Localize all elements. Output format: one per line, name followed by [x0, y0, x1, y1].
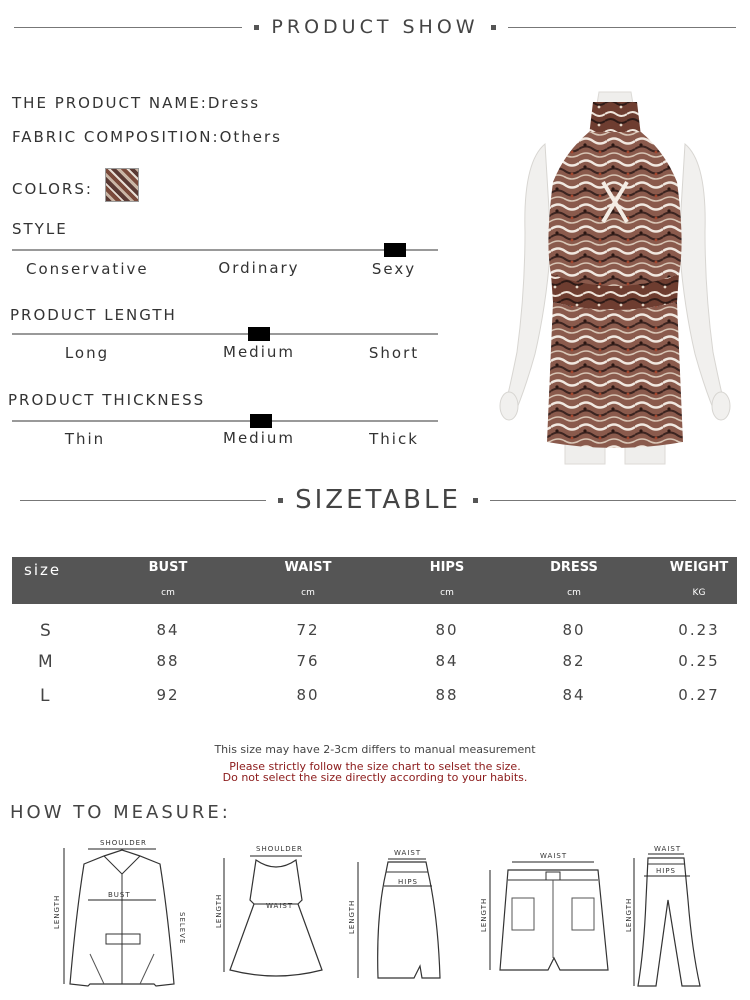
- style-title: STYLE: [12, 220, 68, 238]
- col-hips: HIPS: [429, 560, 465, 575]
- thickness-scale-line: [12, 420, 438, 422]
- unit-hips: cm: [440, 588, 454, 598]
- thickness-option-thick: Thick: [369, 430, 419, 448]
- shorts-measure-sketch: [476, 846, 626, 976]
- size-table: [12, 557, 737, 706]
- cell-weight: 0.27: [678, 686, 720, 704]
- length-option-long: Long: [64, 344, 110, 362]
- thickness-marker: [250, 414, 272, 428]
- col-dress: DRESS: [550, 560, 598, 575]
- skirt-waist-label: WAIST: [394, 849, 422, 857]
- col-weight: WEIGHT: [669, 560, 729, 575]
- cell-bust: 92: [156, 686, 180, 704]
- jacket-shoulder-label: SHOULDER: [100, 839, 147, 847]
- cell-hips: 80: [435, 621, 459, 639]
- pants-waist-label: WAIST: [654, 845, 682, 853]
- table-row: [12, 621, 737, 651]
- unit-weight: KG: [692, 588, 706, 598]
- product-name: THE PRODUCT NAME:Dress: [12, 94, 261, 112]
- product-photo: [495, 92, 735, 464]
- style-scale-line: [12, 249, 438, 251]
- note-habits: Do not select the size directly according to your habits.: [222, 771, 528, 784]
- length-title: PRODUCT LENGTH: [10, 306, 177, 324]
- shorts-length-label: LENGTH: [480, 897, 488, 932]
- fabric-composition: FABRIC COMPOSITION:Others: [12, 128, 282, 146]
- cell-hips: 88: [435, 686, 459, 704]
- cell-size: M: [38, 652, 55, 672]
- cell-waist: 72: [296, 621, 320, 639]
- unit-dress: cm: [567, 588, 581, 598]
- table-row: [12, 686, 737, 716]
- dress-measure-sketch: [214, 840, 334, 985]
- length-option-medium: Medium: [223, 343, 295, 361]
- jacket-measure-sketch: [48, 834, 198, 994]
- cell-dress: 84: [562, 686, 586, 704]
- dress-shoulder-label: SHOULDER: [256, 845, 303, 853]
- cell-bust: 88: [156, 652, 180, 670]
- cell-hips: 84: [435, 652, 459, 670]
- cell-waist: 80: [296, 686, 320, 704]
- pants-hips-label: HIPS: [656, 867, 676, 875]
- length-option-short: Short: [368, 344, 420, 362]
- color-swatch[interactable]: [105, 168, 139, 202]
- thickness-option-medium: Medium: [223, 429, 295, 447]
- length-marker: [248, 327, 270, 341]
- skirt-length-label: LENGTH: [348, 899, 356, 934]
- jacket-bust-label: BUST: [108, 891, 131, 899]
- cell-waist: 76: [296, 652, 320, 670]
- note-measurement: This size may have 2-3cm differs to manual measurement: [214, 743, 536, 756]
- sizetable-title: SIZETABLE: [295, 485, 461, 515]
- pants-length-label: LENGTH: [625, 897, 633, 932]
- product-show-header: [0, 14, 750, 40]
- col-waist: WAIST: [284, 560, 332, 575]
- cell-weight: 0.25: [678, 652, 720, 670]
- product-show-title: PRODUCT SHOW: [271, 16, 479, 38]
- cell-size: S: [40, 621, 53, 641]
- length-scale-line: [12, 333, 438, 335]
- unit-waist: cm: [301, 588, 315, 598]
- dress-length-label: LENGTH: [215, 893, 223, 928]
- col-size: size: [24, 561, 62, 579]
- cell-size: L: [40, 686, 52, 706]
- skirt-hips-label: HIPS: [398, 878, 418, 886]
- sizetable-header: [0, 484, 750, 516]
- cell-dress: 82: [562, 652, 586, 670]
- size-table-header: [12, 557, 737, 604]
- cell-dress: 80: [562, 621, 586, 639]
- style-option-conservative: Conservative: [26, 260, 149, 278]
- jacket-length-label: LENGTH: [53, 894, 61, 929]
- thickness-option-thin: Thin: [64, 430, 106, 448]
- shorts-waist-label: WAIST: [540, 852, 568, 860]
- style-marker: [384, 243, 406, 257]
- pants-measure-sketch: [626, 840, 736, 992]
- style-option-sexy: Sexy: [371, 260, 417, 278]
- style-option-ordinary: Ordinary: [218, 259, 300, 277]
- skirt-measure-sketch: [344, 846, 454, 986]
- cell-weight: 0.23: [678, 621, 720, 639]
- table-row: [12, 652, 737, 682]
- thickness-title: PRODUCT THICKNESS: [8, 391, 206, 409]
- unit-bust: cm: [161, 588, 175, 598]
- note-follow-chart: Please strictly follow the size chart to selset the size.: [229, 760, 521, 773]
- colors-label: COLORS:: [12, 180, 93, 198]
- cell-bust: 84: [156, 621, 180, 639]
- dress-waist-label: WAIST: [266, 902, 294, 910]
- how-to-measure-title: HOW TO MEASURE:: [10, 802, 231, 823]
- col-bust: BUST: [148, 560, 188, 575]
- jacket-sleeve-label: SELEVE: [178, 912, 186, 945]
